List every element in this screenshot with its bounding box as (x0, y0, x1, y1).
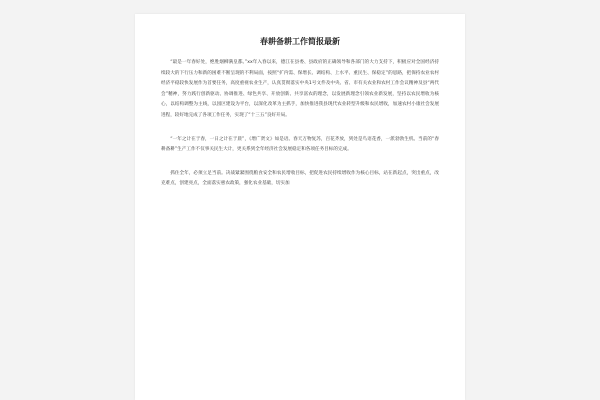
document-title: 春耕备耕工作简报最新 (260, 37, 340, 46)
paragraph-2: “一年之计在于春，一日之计在于晨”，《增广贤文》如是语。春天万物复苏，百花齐放，到处是鸟语花香，一派勃勃生机。当前的“春耕备耕”生产工作不仅事关民生大计，更关系到全年经济社会发展稳定和各项任务目标的完成。 (161, 136, 439, 153)
paragraph-1: “最是一年春好处，绝胜烟柳满皇都。”xx年入春以来，德江在县委、县政府的正确领导和各部门的大力支持下，积极应对全国经济持续较大的下行压力和新的困难不断呈现的不利局面，按照“扩内需、保增长、调结构、上水平、重民生、保稳定”的思路，把保持农业农村经济平稳较快发展作为首要任务，高度重视农业生产，认真贯彻落实中央1号文件及中央、省、市有关农业和农村工作会议精神及县“两代会”精神，努力践行创新驱动、协调推进、绿色共享、开放创新、共享富农的理念，以发展新理念引领农业新发展，坚持以农民增收为核心，以结构调整为主线，以园区建设为平台，以深化改革为主抓手，加快推进我县现代农业转型升级和农民增收，加速农村小康社会发展进程，较好地完成了各项工作任务，实现了“十三五”良好开局。 (161, 60, 439, 118)
paragraph-spacer (161, 122, 439, 135)
document-page (135, 14, 465, 400)
document-body (161, 58, 439, 190)
paragraph-3: 抓住全年，必须立足当前。决战紧紧围绕粮食安全和农民增收目标，把促进农民持续增收作为核心目标，站在新起点，突出重点，改克难点，创建亮点，全面落实惠农政策，强化农业基础，切实加 (161, 170, 439, 187)
paragraph-spacer (161, 156, 439, 169)
